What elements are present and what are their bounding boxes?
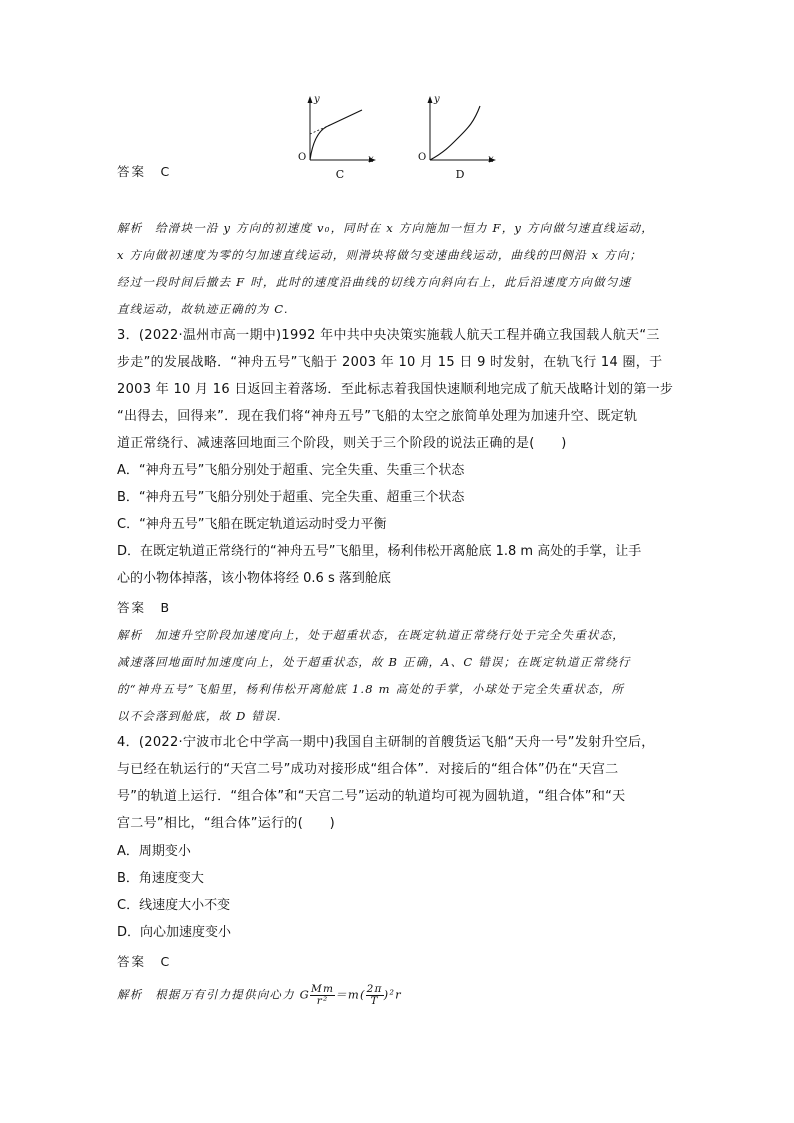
formula-frac1-numerator: Mm bbox=[311, 983, 335, 995]
answer-line: 答案 C bbox=[117, 954, 172, 969]
figure-c-origin: O bbox=[298, 152, 307, 163]
answer-line: 答案 C bbox=[117, 164, 172, 179]
formula-frac2-denominator: T bbox=[370, 995, 379, 1007]
explanation-line: 以不会落到舱底，故 D 错误. bbox=[117, 709, 282, 723]
question-line: 4．(2022·宁波市北仑中学高一期中)我国自主研制的首艘货运飞船“天舟一号”发射升空后， bbox=[117, 735, 655, 750]
explanation-line: 的“神舟五号”飞船里，杨利伟松开离舱底 1.8 m 高处的手掌，小球处于完全失重状态，所 bbox=[117, 682, 625, 696]
question-line: 与已经在轨运行的“天宫二号”成功对接形成“组合体”．对接后的“组合体”仍在“天宫二 bbox=[117, 762, 619, 777]
figure-c-x-label: x bbox=[368, 154, 374, 165]
option-line: C．线速度大小不变 bbox=[117, 898, 231, 913]
explanation-line: x 方向做初速度为零的匀加速直线运动，则滑块将做匀变速曲线运动，曲线的凹侧沿 x 方向； bbox=[117, 248, 643, 262]
option-line: C．“神舟五号”飞船在既定轨道运动时受力平衡 bbox=[117, 517, 387, 532]
explanation-formula-line bbox=[117, 984, 687, 1007]
figure-c-caption: C bbox=[335, 168, 345, 181]
explanation-line: 经过一段时间后撤去 F 时，此时的速度沿曲线的切线方向斜向右上，此后沿速度方向做匀速 bbox=[117, 275, 632, 289]
explanation-line: 直线运动，故轨迹正确的为 C. bbox=[117, 302, 289, 316]
question-line: 号”的轨道上运行．“组合体”和“天宫二号”运动的轨道均可视为圆轨道，“组合体”和“天 bbox=[117, 789, 626, 804]
explanation-line: 解析 加速升空阶段加速度向上，处于超重状态，在既定轨道正常绕行处于完全失重状态， bbox=[117, 628, 625, 642]
formula-tail: )²r bbox=[383, 987, 402, 1002]
figure-d-x-label: x bbox=[488, 154, 494, 165]
explanation-line: 减速落回地面时加速度向上，处于超重状态，故 B 正确，A、C 错误；在既定轨道正常绕行 bbox=[117, 655, 631, 669]
option-line: B．“神舟五号”飞船分别处于超重、完全失重、超重三个状态 bbox=[117, 490, 465, 505]
explanation-line: 解析 给滑块一沿 y 方向的初速度 v₀，同时在 x 方向施加一恒力 F，y 方向做匀速直线运动， bbox=[117, 221, 654, 235]
figure-d-origin: O bbox=[418, 152, 427, 163]
option-line: D．向心加速度变小 bbox=[117, 925, 232, 940]
formula-fraction-2pi-t bbox=[366, 984, 384, 1007]
question-line: “出得去，回得来”．现在我们将“神舟五号”飞船的太空之旅简单处理为加速升空、既定轨 bbox=[117, 409, 638, 424]
question-line: 步走”的发展战略．“神舟五号”飞船于 2003 年 10 月 15 日 9 时发射，在轨飞行 14 圈，于 bbox=[117, 355, 663, 370]
answer-line: 答案 B bbox=[117, 600, 172, 615]
question-line: 3．(2022·温州市高一期中)1992 年中共中央决策实施载人航天工程并确立我国载人航天“三 bbox=[117, 328, 660, 343]
formula-fraction-mm-r2 bbox=[310, 984, 335, 1007]
figure-d-y-label: y bbox=[434, 94, 440, 105]
option-line: 心的小物体掉落，该小物体将经 0.6 s 落到舱底 bbox=[117, 571, 391, 586]
option-line: A．周期变小 bbox=[117, 844, 191, 859]
question-line: 2003 年 10 月 16 日返回主着落场．至此标志着我国快速顺利地完成了航天战略计划的第一步 bbox=[117, 382, 674, 397]
option-line: B．角速度变大 bbox=[117, 871, 204, 886]
option-line: A．“神舟五号”飞船分别处于超重、完全失重、失重三个状态 bbox=[117, 463, 465, 478]
figure-c-y-label: y bbox=[314, 94, 320, 105]
question-line: 道正常绕行、减速落回地面三个阶段，则关于三个阶段的说法正确的是( ) bbox=[117, 436, 567, 451]
formula-frac2-numerator: 2π bbox=[366, 983, 383, 995]
formula-mid: ＝m( bbox=[335, 987, 366, 1002]
question-line: 宫二号”相比，“组合体”运行的( ) bbox=[117, 816, 336, 831]
formula-frac1-denominator: r² bbox=[316, 995, 329, 1007]
explanation-formula-lead: 解析 根据万有引力提供向心力 G bbox=[117, 987, 311, 1002]
figure-d-caption: D bbox=[455, 168, 465, 181]
option-line: D．在既定轨道正常绕行的“神舟五号”飞船里，杨利伟松开离舱底 1.8 m 高处的手掌，让手 bbox=[117, 544, 642, 559]
